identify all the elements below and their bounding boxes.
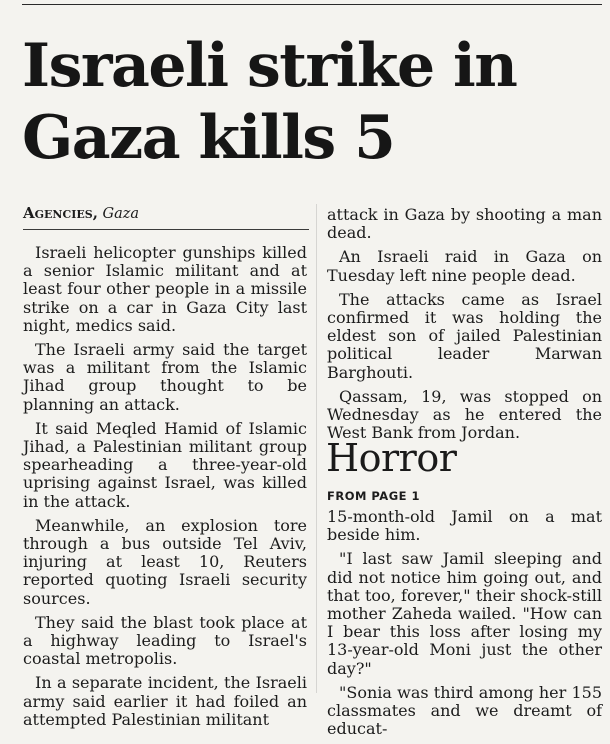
headline: Israeli strike in Gaza kills 5 xyxy=(22,31,517,173)
right-column-continuation xyxy=(327,206,602,448)
paragraph: Meanwhile, an explosion tore through a bus outside Tel Aviv, injuring at least 10, Reuters reported quoting Israeli security sources. xyxy=(23,515,307,608)
byline xyxy=(23,204,309,230)
paragraph: attack in Gaza by shooting a man dead. xyxy=(327,205,602,243)
column-divider xyxy=(316,204,317,693)
paragraph: They said the blast took place at a highway leading to Israel's coastal metropolis. xyxy=(23,612,307,669)
paragraph: 15-month-old Jamil on a mat beside him. xyxy=(327,507,602,545)
paragraph: The attacks came as Israel confirmed it was holding the eldest son of jailed Palestinian political leader Marwan Barghouti. xyxy=(327,289,602,382)
from-page-label: FROM PAGE 1 xyxy=(327,489,421,503)
horror-column xyxy=(327,508,602,744)
paragraph: It said Meqled Hamid of Islamic Jihad, a Palestinian militant group spearheading a three-year-old uprising against Israel, was killed in the attack. xyxy=(23,418,307,511)
byline-place: Gaza xyxy=(102,206,140,222)
paragraph: Qassam, 19, was stopped on Wednesday as he entered the West Bank from Jordan. xyxy=(327,386,602,443)
byline-agency: Agencies, xyxy=(23,204,98,222)
top-rule xyxy=(22,4,602,5)
paragraph: Israeli helicopter gunships killed a senior Islamic militant and at least four other people in a missile strike on a car in Gaza City last night, medics said. xyxy=(23,243,307,335)
paragraph: "I last saw Jamil sleeping and did not notice him going out, and that too, forever," their shock-still mother Zaheda wailed. "How can I bear this loss after losing my 13-year-old Moni just the other day?" xyxy=(327,549,602,678)
paragraph: The Israeli army said the target was a militant from the Islamic Jihad group thought to be planning an attack. xyxy=(23,340,307,414)
horror-headline: Horror xyxy=(326,436,457,480)
paragraph: In a separate incident, the Israeli army said earlier it had foiled an attempted Palestinian militant xyxy=(23,673,307,729)
paragraph: "Sonia was third among her 155 classmates and we dreamt of educat- xyxy=(327,682,602,739)
left-column xyxy=(23,244,307,735)
paragraph: An Israeli raid in Gaza on Tuesday left nine people dead. xyxy=(327,247,602,285)
